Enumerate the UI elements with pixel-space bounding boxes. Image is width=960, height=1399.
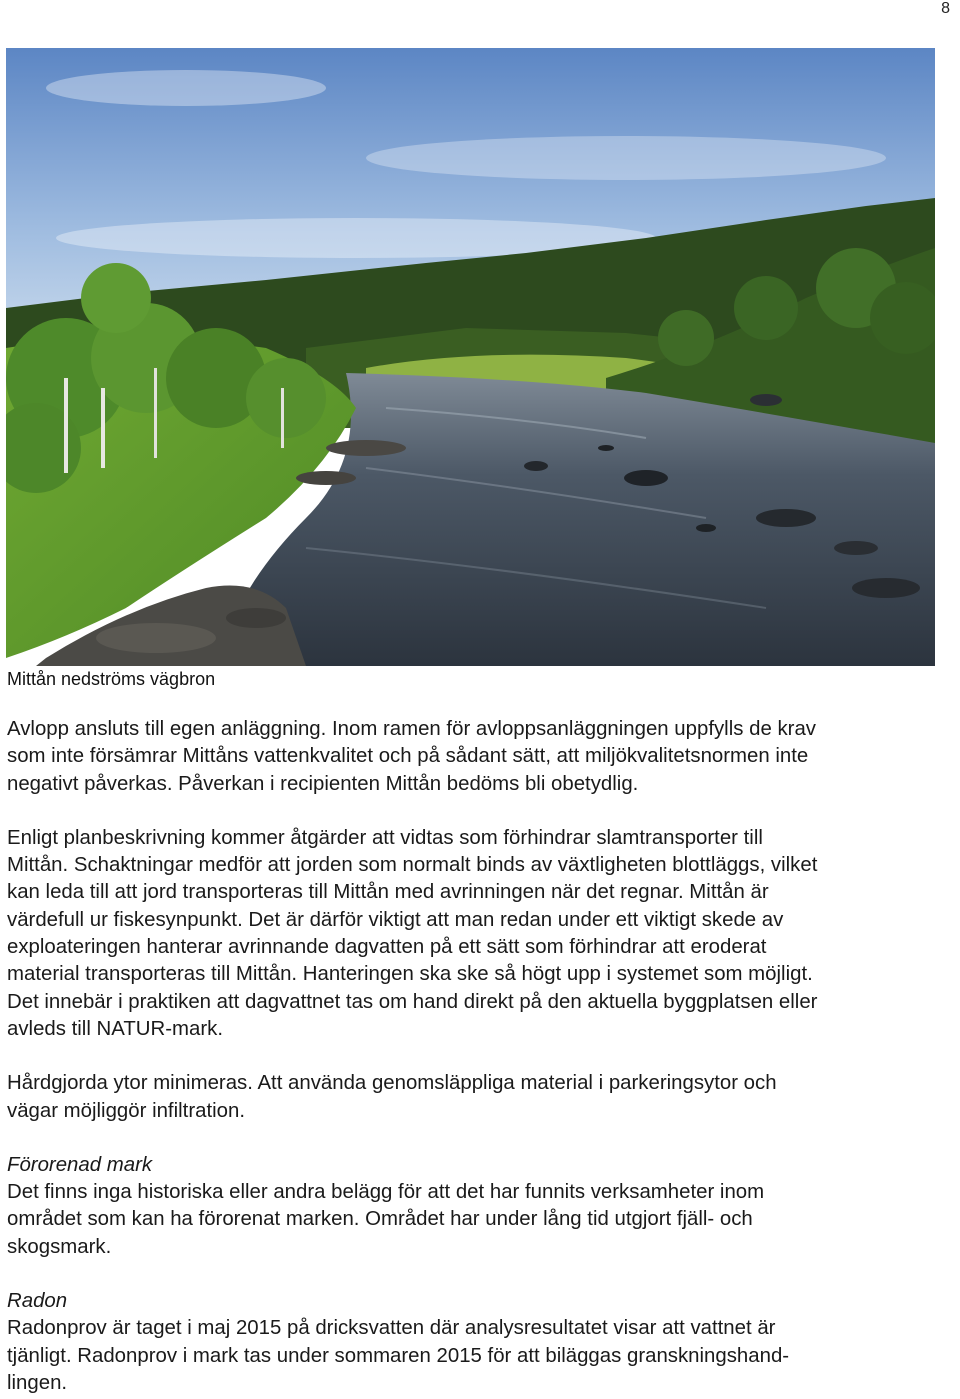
- text-line: Hårdgjorda ytor minimeras. Att använda genomsläppliga material i parkeringsytor och: [7, 1072, 777, 1095]
- river-landscape-image: [6, 48, 935, 666]
- section-heading: Radon: [7, 1290, 68, 1313]
- text-line: värdefull ur fiskesynpunkt. Det är därför viktigt att man redan under ett viktigt skede av: [7, 908, 784, 931]
- body-text: [7, 716, 952, 1397]
- section-fororenad-mark: [7, 1152, 952, 1261]
- text-line: lingen.: [7, 1371, 68, 1394]
- section-heading: Förorenad mark: [7, 1153, 153, 1176]
- text-line: som inte försämrar Mittåns vattenkvalitet och på sådant sätt, att miljökvalitetsnormen inte: [7, 745, 809, 768]
- paragraph-slamtransporter: [7, 825, 952, 1043]
- text-line: området som kan ha förorenat marken. Området har under lång tid utgjort fjäll- och: [7, 1208, 753, 1231]
- text-line: negativt påverkas. Påverkan i recipienten Mittån bedöms bli obetydlig.: [7, 772, 639, 795]
- text-line: avleds till NATUR-mark.: [7, 1017, 224, 1040]
- page-number: 8: [941, 0, 950, 17]
- photo-caption: Mittån nedströms vägbron: [7, 669, 216, 689]
- text-line: kan leda till att jord transporteras till Mittån med avrinningen när det regnar. Mittån är: [7, 881, 769, 904]
- text-line: Det finns inga historiska eller andra belägg för att det har funnits verksamheter inom: [7, 1181, 765, 1204]
- text-line: skogsmark.: [7, 1235, 112, 1258]
- text-line: tjänligt. Radonprov i mark tas under sommaren 2015 för att biläggas granskningshand-: [7, 1344, 790, 1367]
- paragraph-hardgjorda-ytor: [7, 1070, 952, 1125]
- text-line: vägar möjliggör infiltration.: [7, 1099, 245, 1122]
- text-line: Det innebär i praktiken att dagvattnet tas om hand direkt på den aktuella byggplatsen eller: [7, 990, 818, 1013]
- text-line: Avlopp ansluts till egen anläggning. Inom ramen för avloppsanläggningen uppfylls de krav: [7, 718, 816, 740]
- paragraph-avlopp: [7, 716, 952, 798]
- text-line: exploateringen hanterar avrinnande dagvatten på ett sätt som förhindrar att eroderat: [7, 936, 767, 959]
- river-photo: [6, 48, 935, 666]
- text-line: material transporteras till Mittån. Hanteringen ska ske så högt upp i systemet som möjligt.: [7, 963, 813, 986]
- text-line: Radonprov är taget i maj 2015 på dricksvatten där analysresultatet visar att vattnet är: [7, 1317, 776, 1340]
- text-line: Mittån. Schaktningar medför att jorden som normalt binds av växtligheten blottläggs, vilket: [7, 854, 818, 877]
- section-radon: [7, 1288, 952, 1397]
- text-line: Enligt planbeskrivning kommer åtgärder att vidtas som förhindrar slamtransporter till: [7, 826, 763, 849]
